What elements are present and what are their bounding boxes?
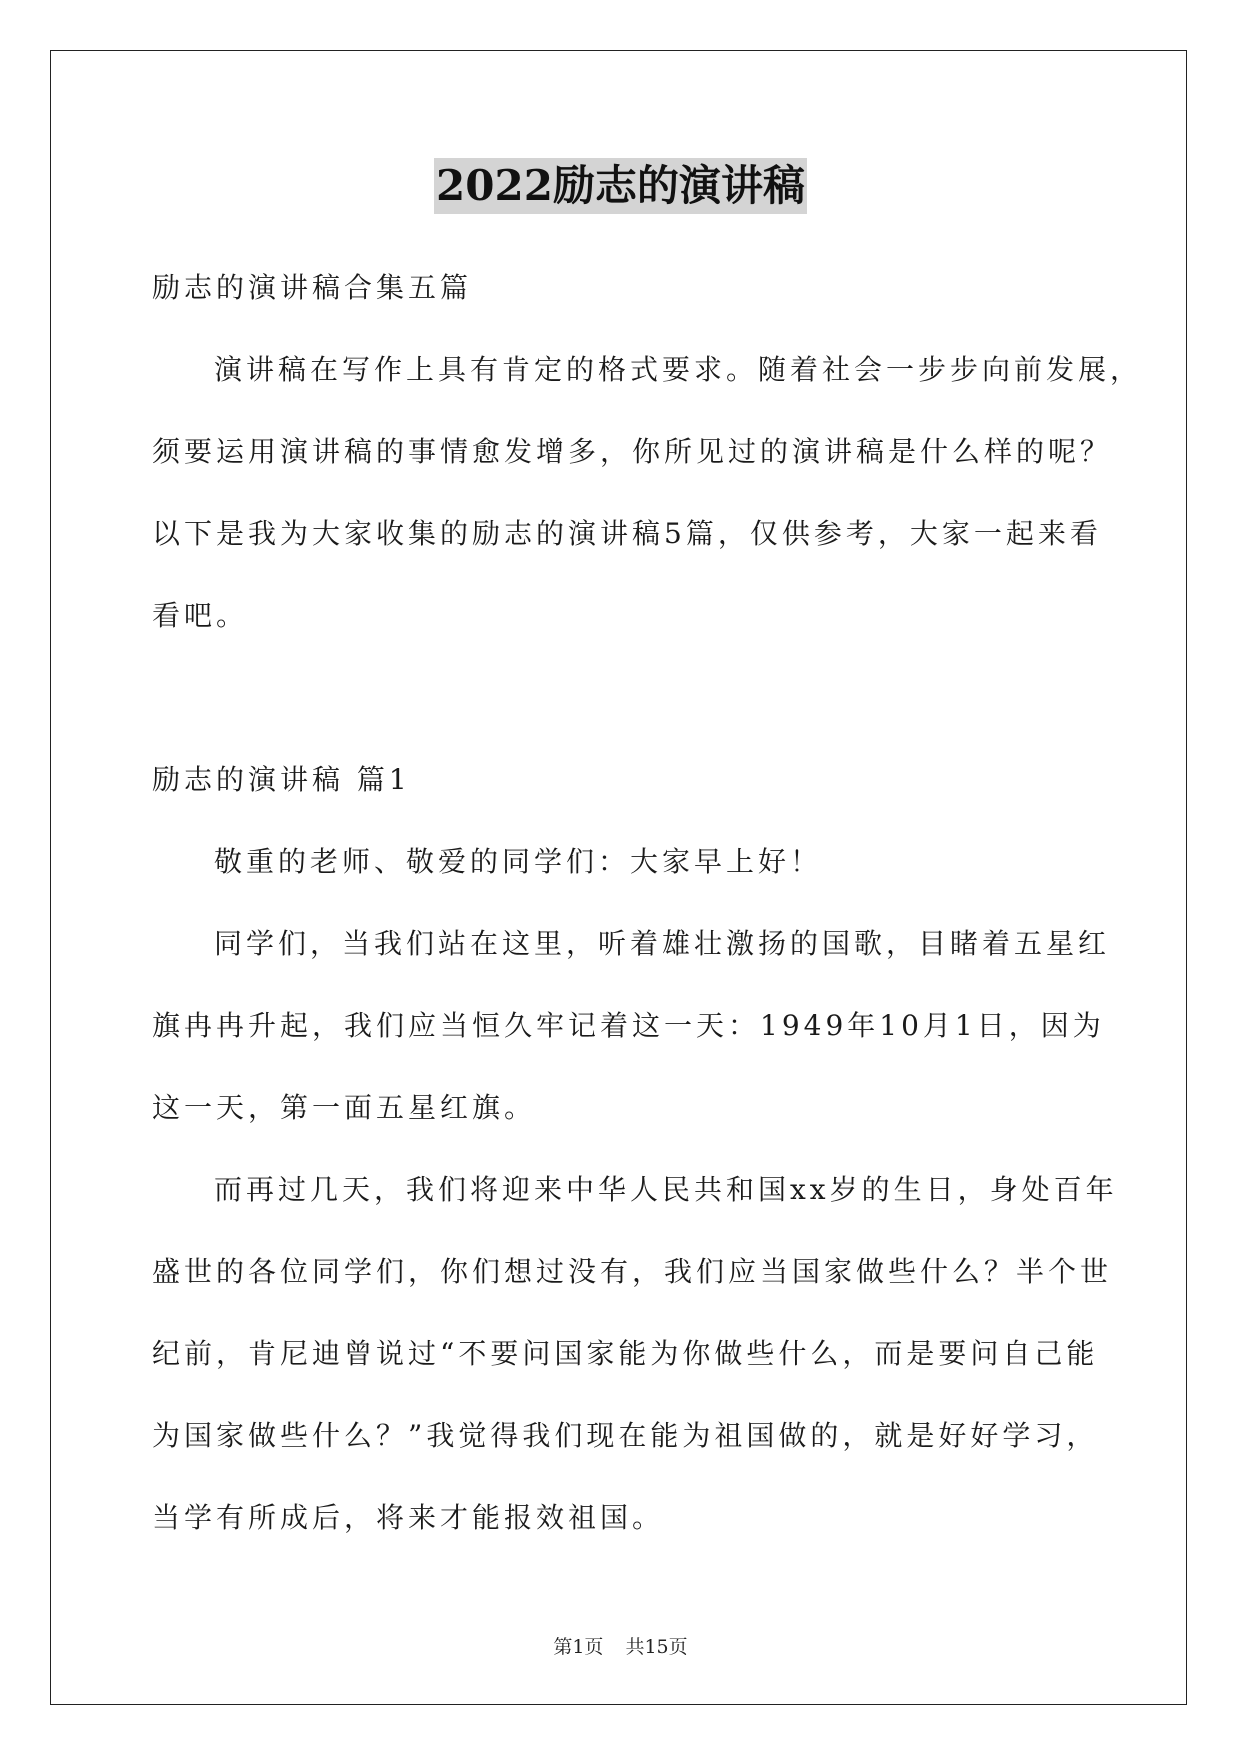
intro-line-1: 演讲稿在写作上具有肯定的格式要求。随着社会一步步向前发展， — [214, 353, 1143, 386]
document-title: 2022励志的演讲稿 — [434, 158, 807, 214]
page-number-total: 共15页 — [625, 1636, 688, 1658]
para1-line-2: 旗冉冉升起，我们应当恒久牢记着这一天：1949年10月1日，因为 — [152, 1009, 1105, 1042]
intro-line-2: 须要运用演讲稿的事情愈发增多，你所见过的演讲稿是什么样的呢？ — [152, 435, 1113, 468]
para1-line-3: 这一天，第一面五星红旗。 — [152, 1091, 537, 1124]
para2-line-2: 盛世的各位同学们，你们想过没有，我们应当国家做些什么？半个世 — [152, 1255, 1113, 1288]
page-footer — [0, 1632, 1241, 1659]
title-container — [0, 158, 1241, 214]
para2-line-4: 为国家做些什么？”我觉得我们现在能为祖国做的，就是好好学习， — [152, 1419, 1099, 1452]
intro-line-4: 看吧。 — [152, 599, 249, 632]
para2-line-3: 纪前，肯尼迪曾说过“不要问国家能为你做些什么，而是要问自己能 — [152, 1337, 1099, 1370]
section-heading: 励志的演讲稿 篇1 — [152, 763, 411, 796]
page-number-current: 第1页 — [553, 1636, 604, 1658]
intro-line-3: 以下是我为大家收集的励志的演讲稿5篇，仅供参考，大家一起来看 — [152, 517, 1102, 550]
subtitle: 励志的演讲稿合集五篇 — [152, 271, 473, 304]
para1-line-1: 同学们，当我们站在这里，听着雄壮激扬的国歌，目睹着五星红 — [214, 927, 1111, 960]
para2-line-5: 当学有所成后，将来才能报效祖国。 — [152, 1501, 665, 1534]
greeting: 敬重的老师、敬爱的同学们：大家早上好！ — [214, 845, 823, 878]
para2-line-1: 而再过几天，我们将迎来中华人民共和国xx岁的生日，身处百年 — [214, 1173, 1118, 1206]
